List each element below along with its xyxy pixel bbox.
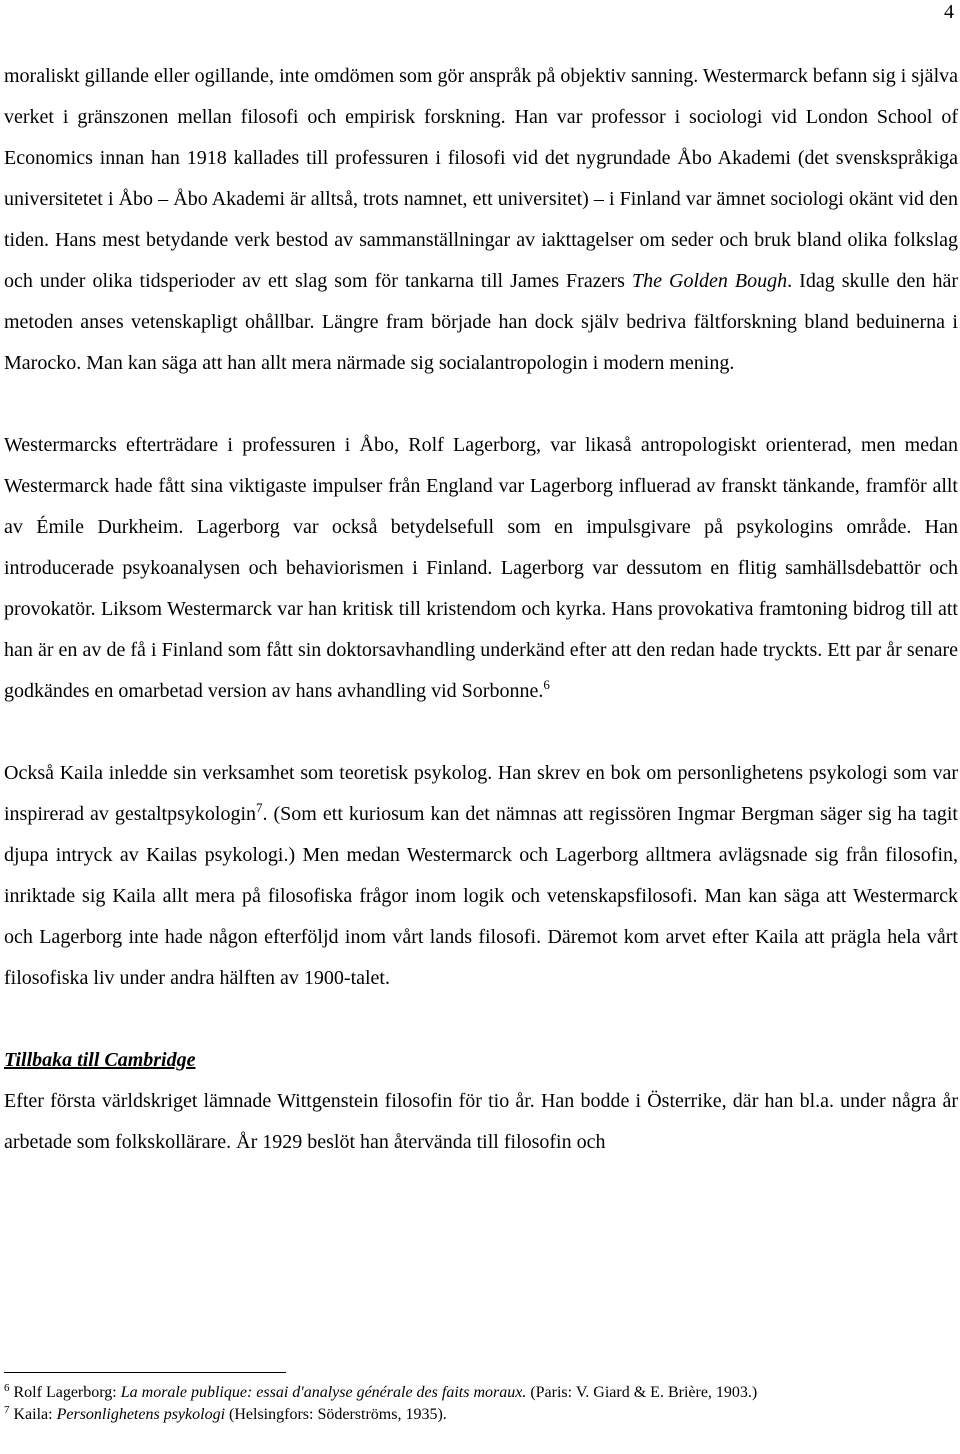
footnote-ref[interactable]: 7 [256,800,263,815]
footnote-ref[interactable]: 6 [543,677,550,692]
footnotes [4,1382,954,1426]
footnote-text: (Paris: V. Giard & E. Brière, 1903.) [526,1384,758,1401]
paragraph-text: . (Som ett kuriosum kan det nämnas att regissören Ingmar Bergman säger sig ha tagit djupa intryck av Kailas psykologi.) Men medan Westermarck och Lagerborg alltmera avlägsnade sig från filosofin, inriktade sig Kaila allt mera på filosofiska frågor inom logik och vetenskapsfilosofi. Man kan säga att Westermarck och Lagerborg inte hade någon efterföljd inom vårt lands filosofi. Däremot kom arvet efter Kaila att prägla hela vårt filosofiska liv under andra hälften av 1900-talet. [4,803,958,989]
paragraph-text: . Idag skulle den här metoden anses vetenskapligt ohållbar. Längre fram började han dock själv bedriva fältforskning bland beduinerna i Marocko. Man kan säga att han allt mera närmade sig socialantropologin i modern mening. [4,270,959,374]
paragraph-lagerborg [4,425,958,712]
footnote-number: 6 [4,1382,10,1394]
paragraph-text: moraliskt gillande eller ogillande, inte omdömen som gör anspråk på objektiv sanning. Westermarck befann sig i själva verket i gränszonen mellan filosofi och empirisk forskning. Han var professor i sociologi vid London School of Economics innan han 1918 kallades till professuren i filosofi vid det nygrundade Åbo Akademi (det svenskspråkiga universitetet i Åbo – Åbo Akademi är alltså, trots namnet, ett universitet) – i Finland var ämnet sociologi okänt vid den tiden. Hans mest betydande verk bestod av sammanställningar av iakttagelser om seder och bruk bland olika folkslag och under olika tidsperioder av ett slag som för tankarna till James Frazers [4,65,958,292]
footnote-divider [4,1372,286,1373]
footnote [4,1382,954,1404]
footnote-text: Rolf Lagerborg: [9,1384,121,1401]
paragraph-westermarck [4,56,958,384]
document-body [4,56,958,1163]
footnote-text: Kaila: [9,1406,57,1423]
paragraph-section: Efter första världskriget lämnade Wittgenstein filosofin för tio år. Han bodde i Österrike, där han bl.a. under några år arbetade som folkskollärare. År 1929 beslöt han återvända till filosofin och [4,1090,958,1153]
footnote [4,1404,954,1426]
footnote-text: (Helsingfors: Söderströms, 1935). [225,1406,447,1423]
paragraph-kaila [4,753,958,999]
footnote-title: La morale publique: essai d'analyse générale des faits moraux. [120,1384,527,1401]
paragraph-text: Också Kaila inledde sin verksamhet som teoretisk psykolog. Han skrev en bok om personlighetens psykologi som var inspirerad av gestaltpsykologin [4,762,958,825]
footnote-number: 7 [4,1404,10,1416]
paragraph-text: Westermarcks efterträdare i professuren i Åbo, Rolf Lagerborg, var likaså antropologiskt orienterad, men medan Westermarck hade fått sina viktigaste impulser från England var Lagerborg influerad av franskt tänkande, framför allt av Émile Durkheim. Lagerborg var också betydelsefull som en impulsgivare på psykologins område. Han introducerade psykoanalysen och behaviorismen i Finland. Lagerborg var dessutom en flitig samhällsdebattör och provokatör. Liksom Westermarck var han kritisk till kristendom och kyrka. Hans provokativa framtoning bidrog till att han är en av de få i Finland som fått sin doktorsavhandling underkänd efter att den redan hade tryckts. Ett par år senare godkändes en omarbetad version av hans avhandling vid Sorbonne. [4,434,958,702]
page-number: 4 [944,1,954,23]
section-heading: Tillbaka till Cambridge [4,1049,196,1071]
book-title: The Golden Bough [631,270,788,292]
footnote-title: Personlighetens psykologi [56,1406,226,1423]
